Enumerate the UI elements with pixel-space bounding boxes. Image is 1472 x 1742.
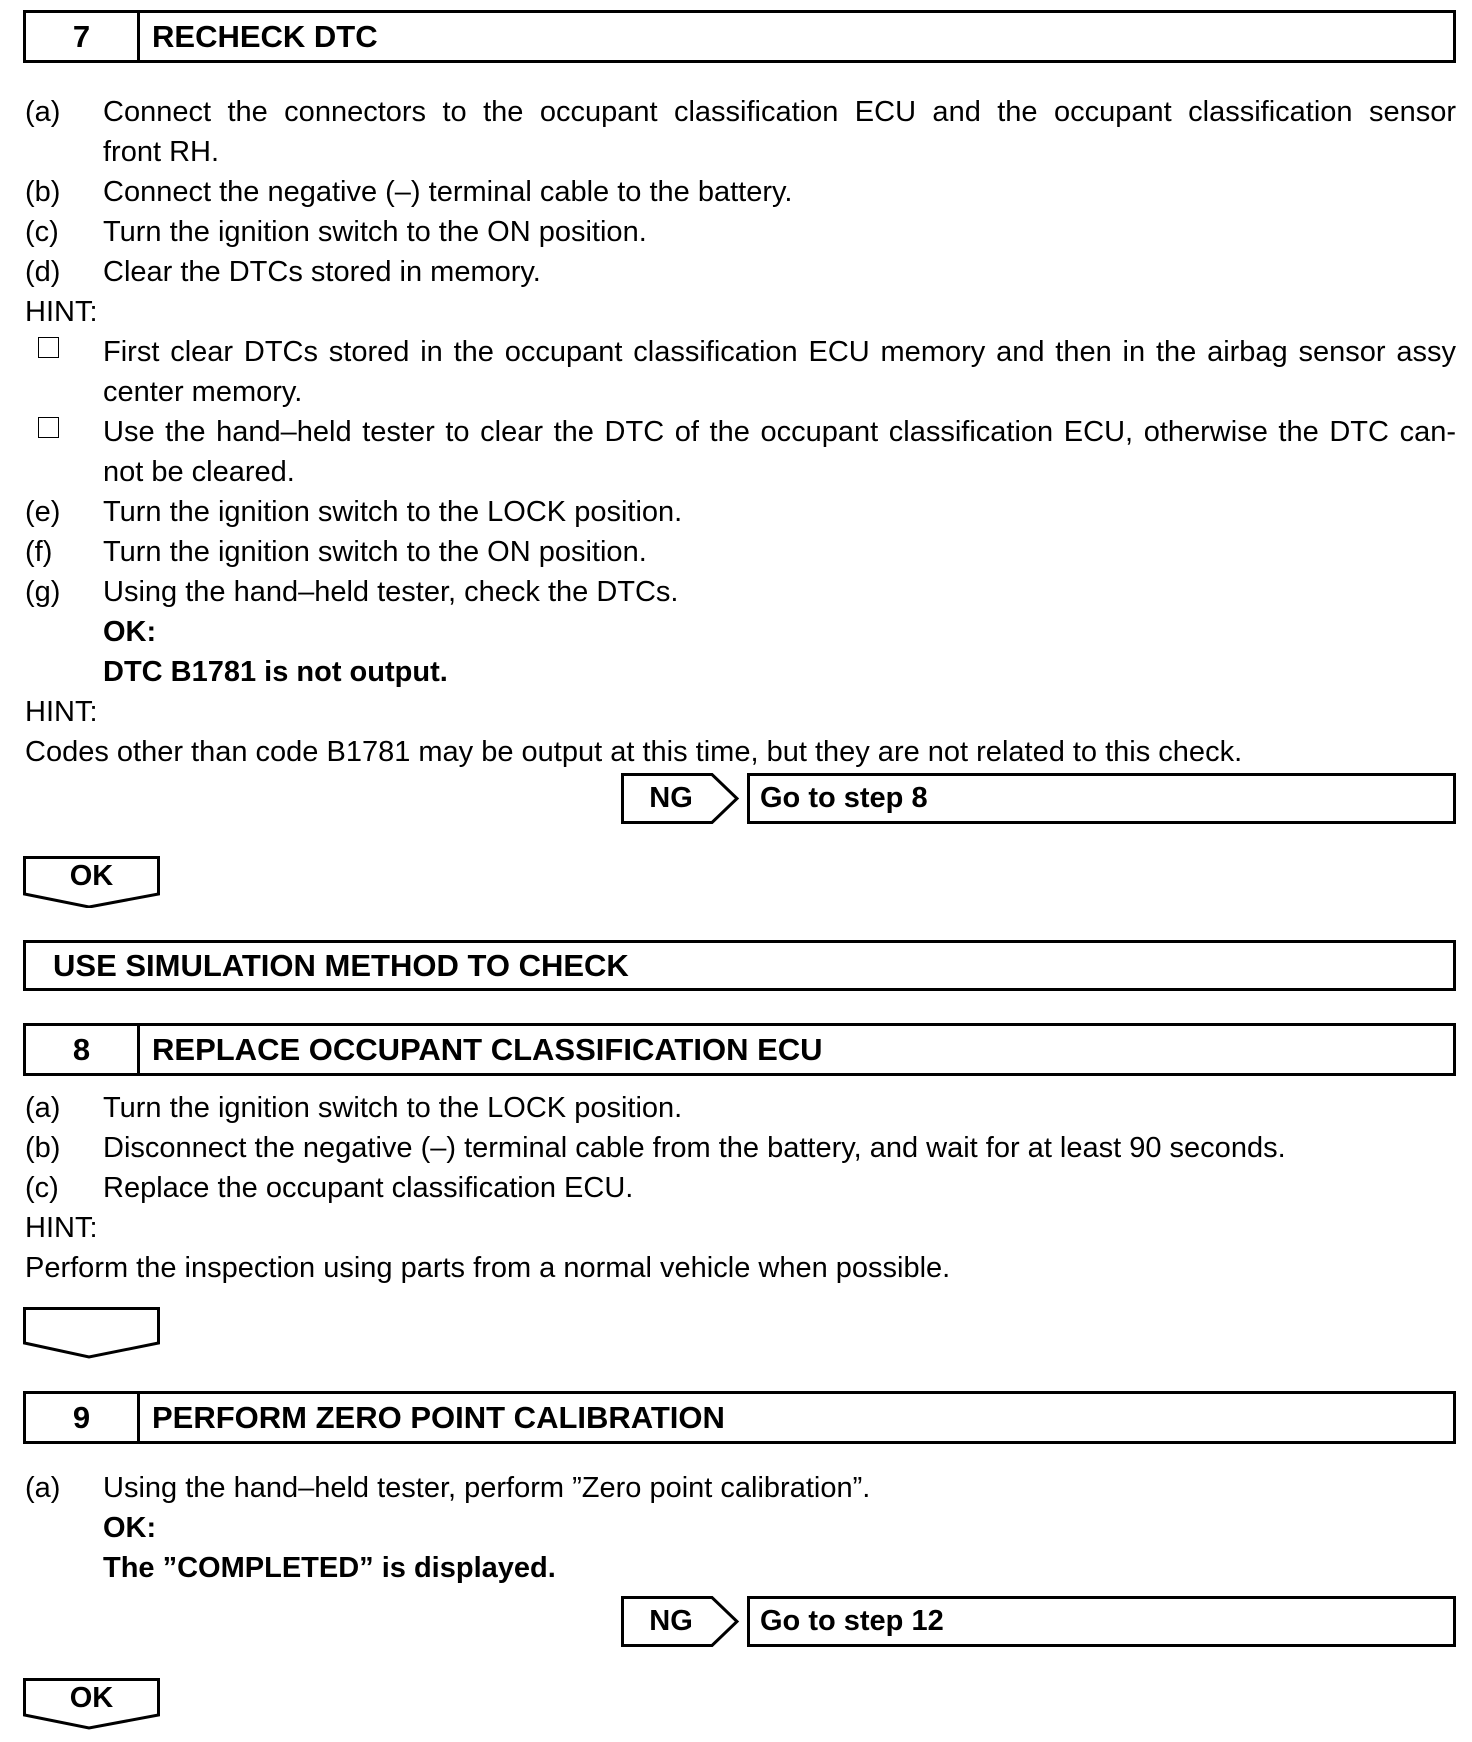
hint-bullet-text-continued: center memory.	[103, 376, 303, 408]
item-text: Turn the ignition switch to the LOCK position.	[103, 1092, 683, 1124]
ok-arrow-label: OK	[69, 1682, 114, 1714]
item-label: (e)	[25, 496, 61, 528]
step-8-header	[23, 1023, 1456, 1076]
step-number: 9	[26, 1394, 140, 1441]
item-text: Clear the DTCs stored in memory.	[103, 256, 541, 288]
simulation-method-box	[23, 940, 1456, 991]
step-title: RECHECK DTC	[152, 19, 378, 54]
hint-label: HINT:	[25, 696, 98, 728]
simulation-method-title: USE SIMULATION METHOD TO CHECK	[53, 948, 629, 983]
item-text: Turn the ignition switch to the LOCK position.	[103, 496, 683, 528]
hint-bullet-text: Use the hand–held tester to clear the DTC of the occupant classification ECU, otherwise the DTC can-	[103, 416, 1456, 448]
go-to-step-box[interactable]	[747, 773, 1456, 824]
item-label: (a)	[25, 1092, 61, 1124]
item-text: Turn the ignition switch to the ON position.	[103, 536, 647, 568]
item-label: (f)	[25, 536, 53, 568]
item-label: (c)	[25, 216, 59, 248]
square-bullet-icon	[38, 337, 59, 358]
step-7-header	[23, 10, 1456, 63]
ng-label: NG	[649, 1605, 693, 1637]
item-text: Using the hand–held tester, check the DTCs.	[103, 576, 679, 608]
hint-bullet-text-continued: not be cleared.	[103, 456, 295, 488]
ok-arrow[interactable]	[23, 856, 160, 908]
item-label: (c)	[25, 1172, 59, 1204]
ng-branch[interactable]	[621, 1596, 1456, 1647]
ok-criteria-label: OK:	[103, 616, 157, 648]
item-text: Disconnect the negative (–) terminal cable from the battery, and wait for at least 90 seconds.	[103, 1132, 1286, 1164]
item-text-continued: front RH.	[103, 136, 220, 168]
continue-arrow[interactable]	[23, 1307, 160, 1359]
square-bullet-icon	[38, 417, 59, 438]
hint-text: Perform the inspection using parts from a normal vehicle when possible.	[25, 1252, 951, 1284]
step-number: 8	[26, 1026, 140, 1073]
ok-criteria-label: OK:	[103, 1512, 157, 1544]
item-label: (g)	[25, 576, 61, 608]
step-title: REPLACE OCCUPANT CLASSIFICATION ECU	[152, 1032, 823, 1067]
go-to-step-text: Go to step 12	[760, 1605, 944, 1637]
go-to-step-box[interactable]	[747, 1596, 1456, 1647]
ng-branch[interactable]	[621, 773, 1456, 824]
hint-label: HINT:	[25, 296, 98, 328]
step-9-header	[23, 1391, 1456, 1444]
item-text: Turn the ignition switch to the ON position.	[103, 216, 647, 248]
item-text: Replace the occupant classification ECU.	[103, 1172, 634, 1204]
item-label: (a)	[25, 96, 61, 128]
item-text: Connect the negative (–) terminal cable to the battery.	[103, 176, 793, 208]
ok-criteria-result: DTC B1781 is not output.	[103, 656, 448, 688]
item-label: (d)	[25, 256, 61, 288]
ok-arrow[interactable]	[23, 1678, 160, 1730]
item-label: (b)	[25, 176, 61, 208]
step-number: 7	[26, 13, 140, 60]
hint-label: HINT:	[25, 1212, 98, 1244]
item-label: (a)	[25, 1472, 61, 1504]
go-to-step-text: Go to step 8	[760, 782, 928, 814]
hint-text: Codes other than code B1781 may be output at this time, but they are not related to this check.	[25, 736, 1243, 768]
ok-criteria-result: The ”COMPLETED” is displayed.	[103, 1552, 556, 1584]
item-text: Connect the connectors to the occupant classification ECU and the occupant classification sensor	[103, 96, 1456, 128]
down-arrow-box-icon	[23, 1307, 160, 1359]
ng-label: NG	[649, 782, 693, 814]
step-title: PERFORM ZERO POINT CALIBRATION	[152, 1400, 725, 1435]
hint-bullet-text: First clear DTCs stored in the occupant classification ECU memory and then in the airbag sensor assy	[103, 336, 1456, 368]
ok-arrow-label: OK	[69, 860, 114, 892]
item-label: (b)	[25, 1132, 61, 1164]
item-text: Using the hand–held tester, perform ”Zero point calibration”.	[103, 1472, 871, 1504]
